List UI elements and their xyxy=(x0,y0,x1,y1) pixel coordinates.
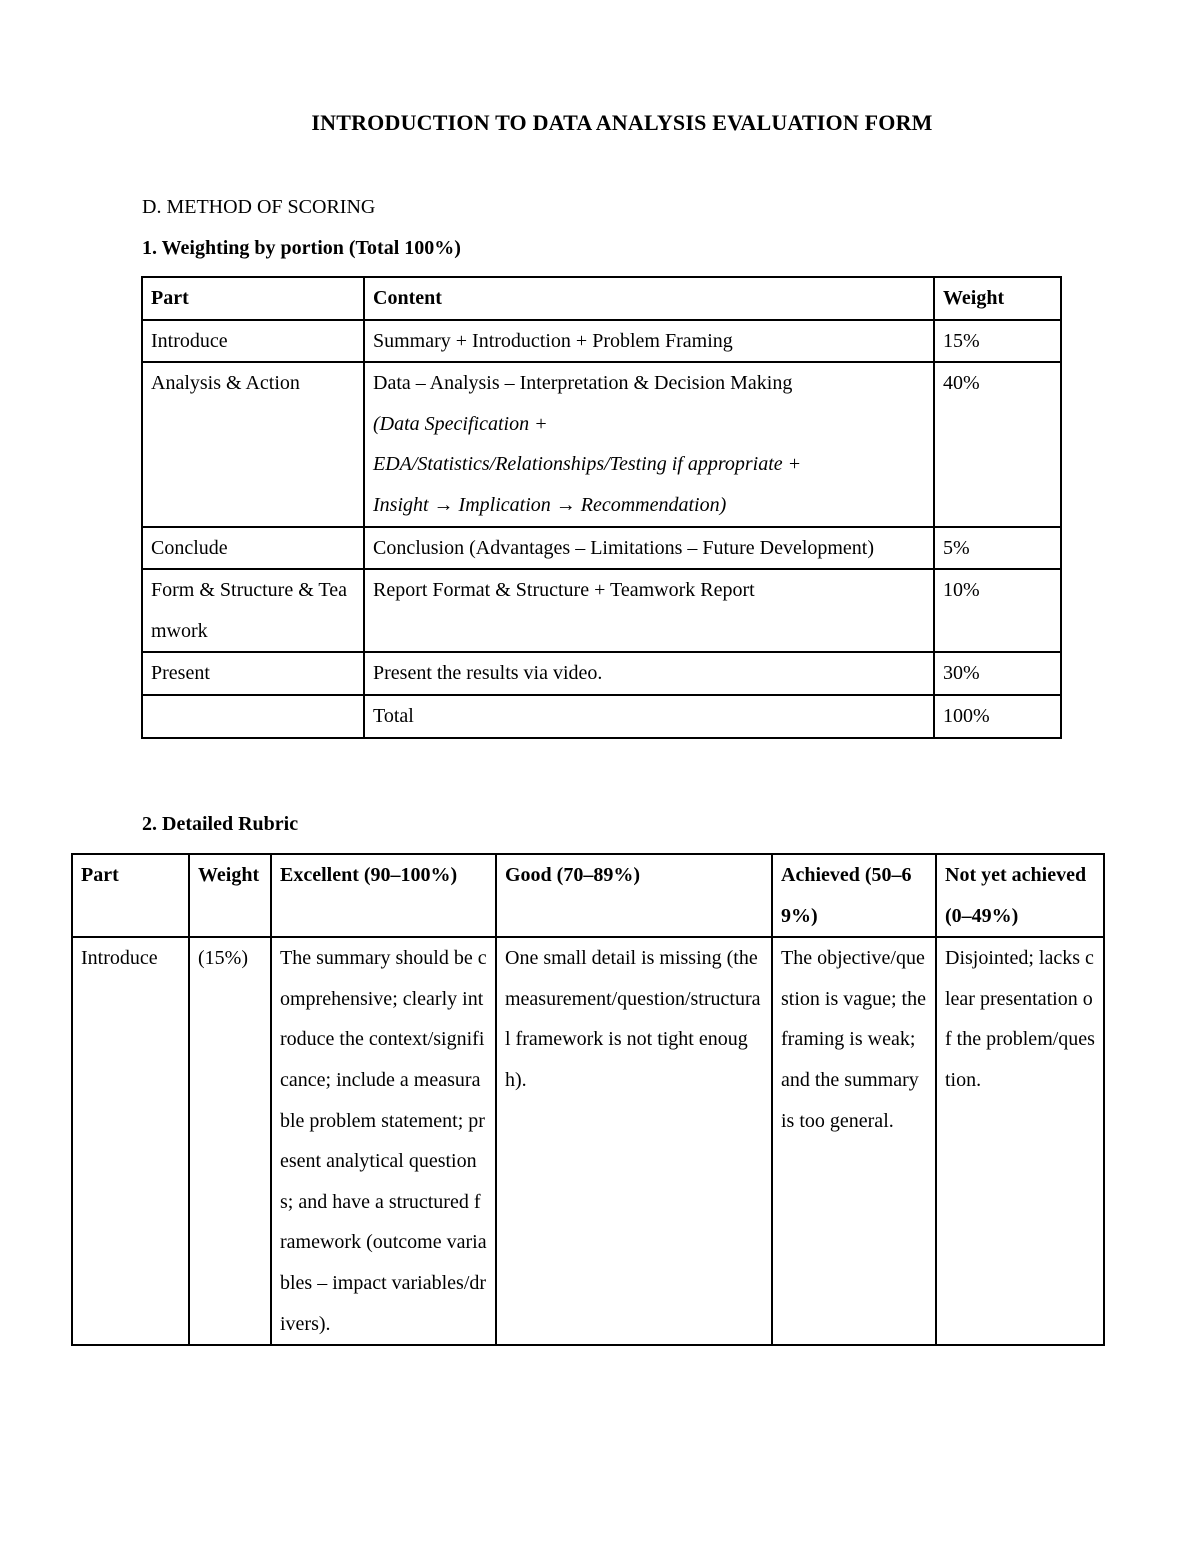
cell-content: Report Format & Structure + Teamwork Report xyxy=(364,569,934,652)
cell-weight: 10% xyxy=(934,569,1061,652)
section-1-heading: 1. Weighting by portion (Total 100%) xyxy=(142,237,461,259)
cell-part: Introduce xyxy=(72,937,189,1345)
cell-part xyxy=(142,695,364,738)
table-row xyxy=(142,652,1061,695)
cell-content: Total xyxy=(364,695,934,738)
table-total-row xyxy=(142,695,1061,738)
document-title: INTRODUCTION TO DATA ANALYSIS EVALUATION FORM xyxy=(311,110,933,135)
cell-part: Conclude xyxy=(142,527,364,570)
rubric-table xyxy=(71,853,1105,1346)
weighting-table xyxy=(141,276,1062,739)
header-not-yet-achieved: Not yet achieved (0–49%) xyxy=(936,854,1104,937)
cell-part: Introduce xyxy=(142,320,364,363)
header-good: Good (70–89%) xyxy=(496,854,772,937)
cell-content: Summary + Introduction + Problem Framing xyxy=(364,320,934,363)
cell-content: Conclusion (Advantages – Limitations – Future Development) xyxy=(364,527,934,570)
section-2-heading: 2. Detailed Rubric xyxy=(142,813,299,835)
cell-weight: 15% xyxy=(934,320,1061,363)
cell-content xyxy=(364,362,934,526)
header-weight: Weight xyxy=(189,854,271,937)
cell-excellent: The summary should be comprehensive; clearly introduce the context/significance; include a measurable problem statement; present analytical questions; and have a structured framework (outcome variables – impact variables/drivers). xyxy=(271,937,496,1345)
table-row xyxy=(142,320,1061,363)
header-excellent: Excellent (90–100%) xyxy=(271,854,496,937)
table-row xyxy=(142,362,1061,526)
cell-part: Form & Structure & Teamwork xyxy=(142,569,364,652)
cell-weight: (15%) xyxy=(189,937,271,1345)
header-content: Content xyxy=(364,277,934,320)
cell-weight: 5% xyxy=(934,527,1061,570)
content-detail-line: Insight → Implication → Recommendation) xyxy=(373,493,727,516)
table-header-row xyxy=(72,854,1104,937)
header-weight: Weight xyxy=(934,277,1061,320)
cell-weight: 40% xyxy=(934,362,1061,526)
content-main: Data – Analysis – Interpretation & Decision Making xyxy=(373,372,793,395)
table-row xyxy=(72,937,1104,1345)
section-d-heading: D. METHOD OF SCORING xyxy=(142,196,376,218)
cell-achieved: The objective/question is vague; the framing is weak; and the summary is too general. xyxy=(772,937,936,1345)
cell-part: Present xyxy=(142,652,364,695)
cell-not-yet-achieved: Disjointed; lacks clear presentation of the problem/question. xyxy=(936,937,1104,1345)
cell-part: Analysis & Action xyxy=(142,362,364,526)
cell-good: One small detail is missing (the measurement/question/structural framework is not tight enough). xyxy=(496,937,772,1345)
header-achieved: Achieved (50–69%) xyxy=(772,854,936,937)
header-part: Part xyxy=(72,854,189,937)
content-detail-line: EDA/Statistics/Relationships/Testing if appropriate + xyxy=(373,453,802,476)
cell-weight: 100% xyxy=(934,695,1061,738)
table-row xyxy=(142,569,1061,652)
table-header-row xyxy=(142,277,1061,320)
header-part: Part xyxy=(142,277,364,320)
table-row xyxy=(142,527,1061,570)
cell-content: Present the results via video. xyxy=(364,652,934,695)
content-detail-line: (Data Specification + xyxy=(373,412,548,435)
cell-weight: 30% xyxy=(934,652,1061,695)
